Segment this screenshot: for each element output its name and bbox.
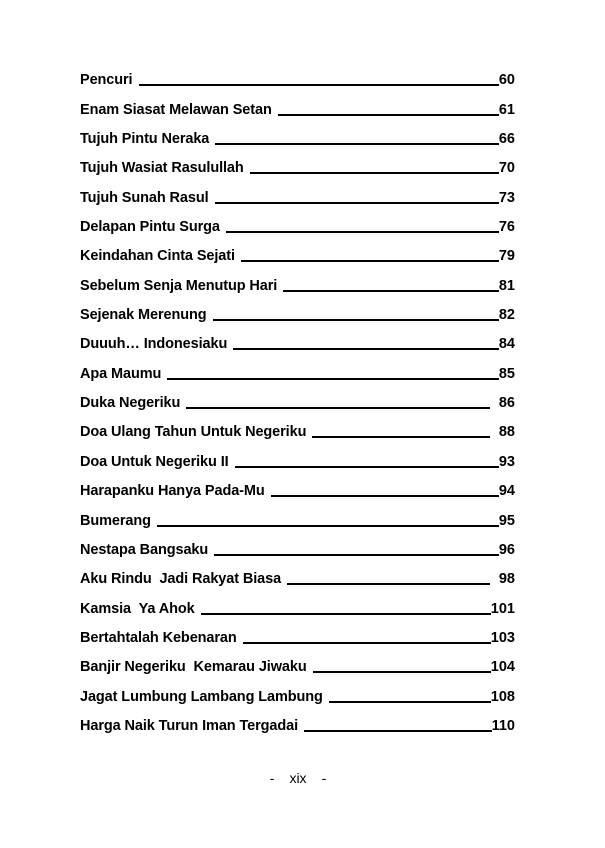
- toc-entry-title: Bertahtalah Kebenaran: [80, 629, 237, 646]
- toc-leader-line: [186, 407, 490, 409]
- toc-entry: [80, 619, 515, 648]
- toc-entry: [80, 501, 515, 530]
- toc-entry-title: Kamsia Ya Ahok: [80, 600, 195, 617]
- toc-leader-line: [213, 319, 499, 321]
- toc-entry-title: Harga Naik Turun Iman Tergadai: [80, 717, 299, 734]
- toc-entry: [80, 589, 515, 618]
- toc-entry-title: Nestapa Bangsaku: [80, 541, 209, 558]
- toc-entry: [80, 677, 515, 706]
- toc-leader-line: [243, 642, 491, 644]
- toc-entry: [80, 90, 515, 119]
- toc-entry-page: 86: [498, 395, 515, 412]
- toc-leader-line: [214, 554, 499, 556]
- toc-entry: [80, 149, 515, 178]
- toc-entry-page: 82: [498, 307, 515, 324]
- toc-leader-line: [241, 260, 499, 262]
- toc-entry-title: Tujuh Wasiat Rasulullah: [80, 160, 244, 177]
- toc-leader-line: [139, 84, 499, 86]
- toc-entry: [80, 384, 515, 413]
- toc-entry-page: 104: [490, 659, 515, 676]
- toc-entry: [80, 413, 515, 442]
- toc-entry: [80, 208, 515, 237]
- toc-entry: [80, 472, 515, 501]
- toc-entry-page: 103: [490, 629, 515, 646]
- toc-entry-page: 84: [498, 336, 515, 353]
- toc-entry: [80, 266, 515, 295]
- toc-leader-line: [215, 143, 499, 145]
- toc-entry: [80, 296, 515, 325]
- toc-entry-title: Banjir Negeriku Kemarau Jiwaku: [80, 659, 307, 676]
- toc-entry-title: Enam Siasat Melawan Setan: [80, 101, 272, 118]
- toc-entry-page: 96: [498, 541, 515, 558]
- toc-leader-line: [278, 114, 499, 116]
- toc-entry: [80, 442, 515, 471]
- toc-leader-line: [287, 583, 490, 585]
- toc-entry-page: 94: [498, 483, 515, 500]
- toc-entry-page: 79: [498, 248, 515, 265]
- toc-leader-line: [313, 671, 491, 673]
- toc-leader-line: [271, 495, 499, 497]
- toc-leader-line: [233, 348, 499, 350]
- toc-entry-page: 110: [491, 717, 515, 734]
- toc-leader-line: [283, 290, 499, 292]
- toc-leader-line: [329, 701, 491, 703]
- toc-entry: [80, 560, 515, 589]
- toc-entry-title: Bumerang: [80, 512, 151, 529]
- toc-entry-title: Harapanku Hanya Pada-Mu: [80, 483, 265, 500]
- toc-leader-line: [167, 378, 499, 380]
- toc-entry-title: Delapan Pintu Surga: [80, 219, 220, 236]
- toc-entry: [80, 648, 515, 677]
- toc-entry-title: Sejenak Merenung: [80, 307, 207, 324]
- toc-leader-line: [157, 525, 499, 527]
- toc-entry: [80, 531, 515, 560]
- toc-entry-page: 60: [498, 72, 515, 89]
- toc-entry-page: 73: [498, 189, 515, 206]
- toc-entry: [80, 120, 515, 149]
- toc-entry-page: 76: [498, 219, 515, 236]
- toc-entry-page: 61: [498, 101, 515, 118]
- toc-entry: [80, 61, 515, 90]
- toc-entry-page: 70: [498, 160, 515, 177]
- toc-entry-page: 101: [490, 600, 515, 617]
- toc-entry-page: 98: [498, 571, 515, 588]
- toc-entry-page: 66: [498, 131, 515, 148]
- toc-entry: [80, 237, 515, 266]
- toc-entry-page: 93: [498, 453, 515, 470]
- table-of-contents: [80, 61, 515, 736]
- toc-entry-page: 88: [498, 424, 515, 441]
- toc-leader-line: [235, 466, 499, 468]
- toc-entry-page: 85: [498, 365, 515, 382]
- footer-left-dash: -: [269, 770, 275, 786]
- toc-entry-title: Tujuh Pintu Neraka: [80, 131, 210, 148]
- toc-entry-page: 81: [498, 277, 515, 294]
- toc-leader-line: [201, 613, 491, 615]
- toc-leader-line: [304, 730, 492, 732]
- toc-entry-page: 95: [498, 512, 515, 529]
- footer-page-number: xix: [289, 770, 307, 786]
- toc-leader-line: [250, 172, 499, 174]
- toc-leader-line: [312, 436, 490, 438]
- toc-entry-title: Aku Rindu Jadi Rakyat Biasa: [80, 571, 282, 588]
- footer-right-dash: -: [321, 770, 327, 786]
- toc-entry-title: Doa Ulang Tahun Untuk Negeriku: [80, 424, 307, 441]
- toc-entry-title: Doa Untuk Negeriku II: [80, 453, 229, 470]
- toc-entry-title: Keindahan Cinta Sejati: [80, 248, 235, 265]
- toc-entry: [80, 707, 515, 736]
- toc-entry-title: Tujuh Sunah Rasul: [80, 189, 209, 206]
- toc-entry-title: Duuuh… Indonesiaku: [80, 336, 228, 353]
- toc-entry-title: Sebelum Senja Menutup Hari: [80, 277, 278, 294]
- toc-entry-title: Pencuri: [80, 72, 133, 89]
- toc-entry-page: 108: [490, 688, 515, 705]
- toc-entry-title: Apa Maumu: [80, 365, 162, 382]
- toc-entry: [80, 325, 515, 354]
- toc-entry-title: Duka Negeriku: [80, 395, 181, 412]
- toc-entry-title: Jagat Lumbung Lambang Lambung: [80, 688, 323, 705]
- toc-leader-line: [215, 202, 499, 204]
- toc-leader-line: [226, 231, 499, 233]
- toc-entry: [80, 354, 515, 383]
- toc-entry: [80, 178, 515, 207]
- page-number-footer: [0, 768, 596, 788]
